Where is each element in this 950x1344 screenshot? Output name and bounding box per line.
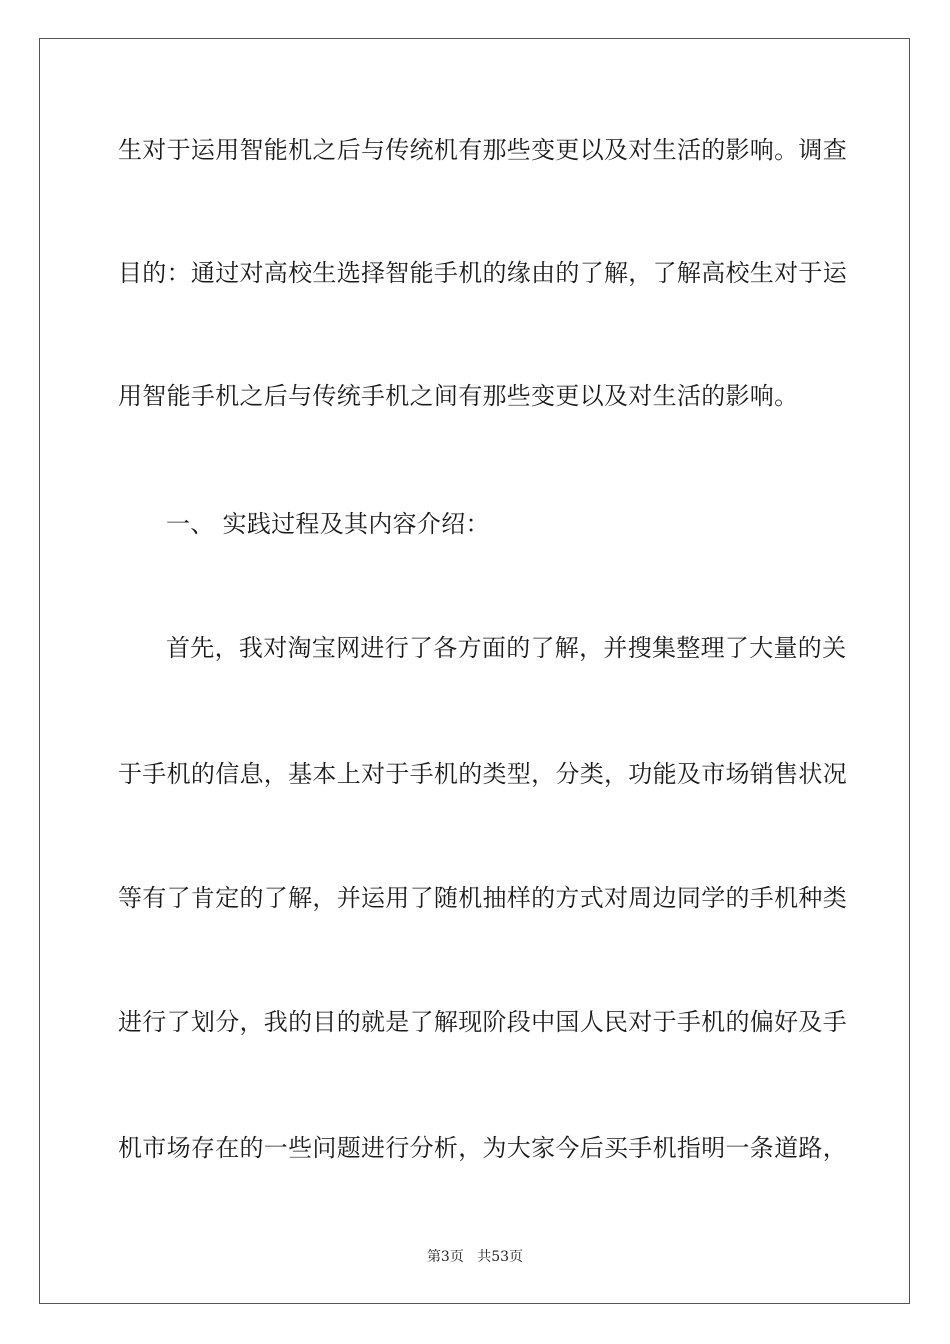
body-text-line: 首先，我对淘宝网进行了各方面的了解，并搜集整理了大量的关 — [166, 634, 847, 662]
body-text-line: 用智能手机之后与传统手机之间有那些变更以及对生活的影响。 — [118, 382, 799, 410]
body-text-line: 等有了肯定的了解，并运用了随机抽样的方式对周边同学的手机种类 — [118, 884, 847, 912]
page-number: 第3页 — [426, 1249, 464, 1265]
body-text-line: 机市场存在的一些问题进行分析，为大家今后买手机指明一条道路， — [118, 1134, 847, 1162]
body-text-line: 目的：通过对高校生选择智能手机的缘由的了解，了解高校生对于运 — [118, 259, 847, 287]
page-border — [39, 38, 910, 1304]
body-text-line: 于手机的信息，基本上对于手机的类型，分类，功能及市场销售状况 — [118, 760, 847, 788]
body-text-line: 进行了划分，我的目的就是了解现阶段中国人民对于手机的偏好及手 — [118, 1008, 847, 1036]
section-heading: 一、 实践过程及其内容介绍： — [166, 510, 490, 538]
page-footer — [0, 1248, 950, 1266]
body-text-line: 生对于运用智能机之后与传统机有那些变更以及对生活的影响。调查 — [118, 136, 847, 164]
page-total: 共53页 — [477, 1249, 524, 1265]
